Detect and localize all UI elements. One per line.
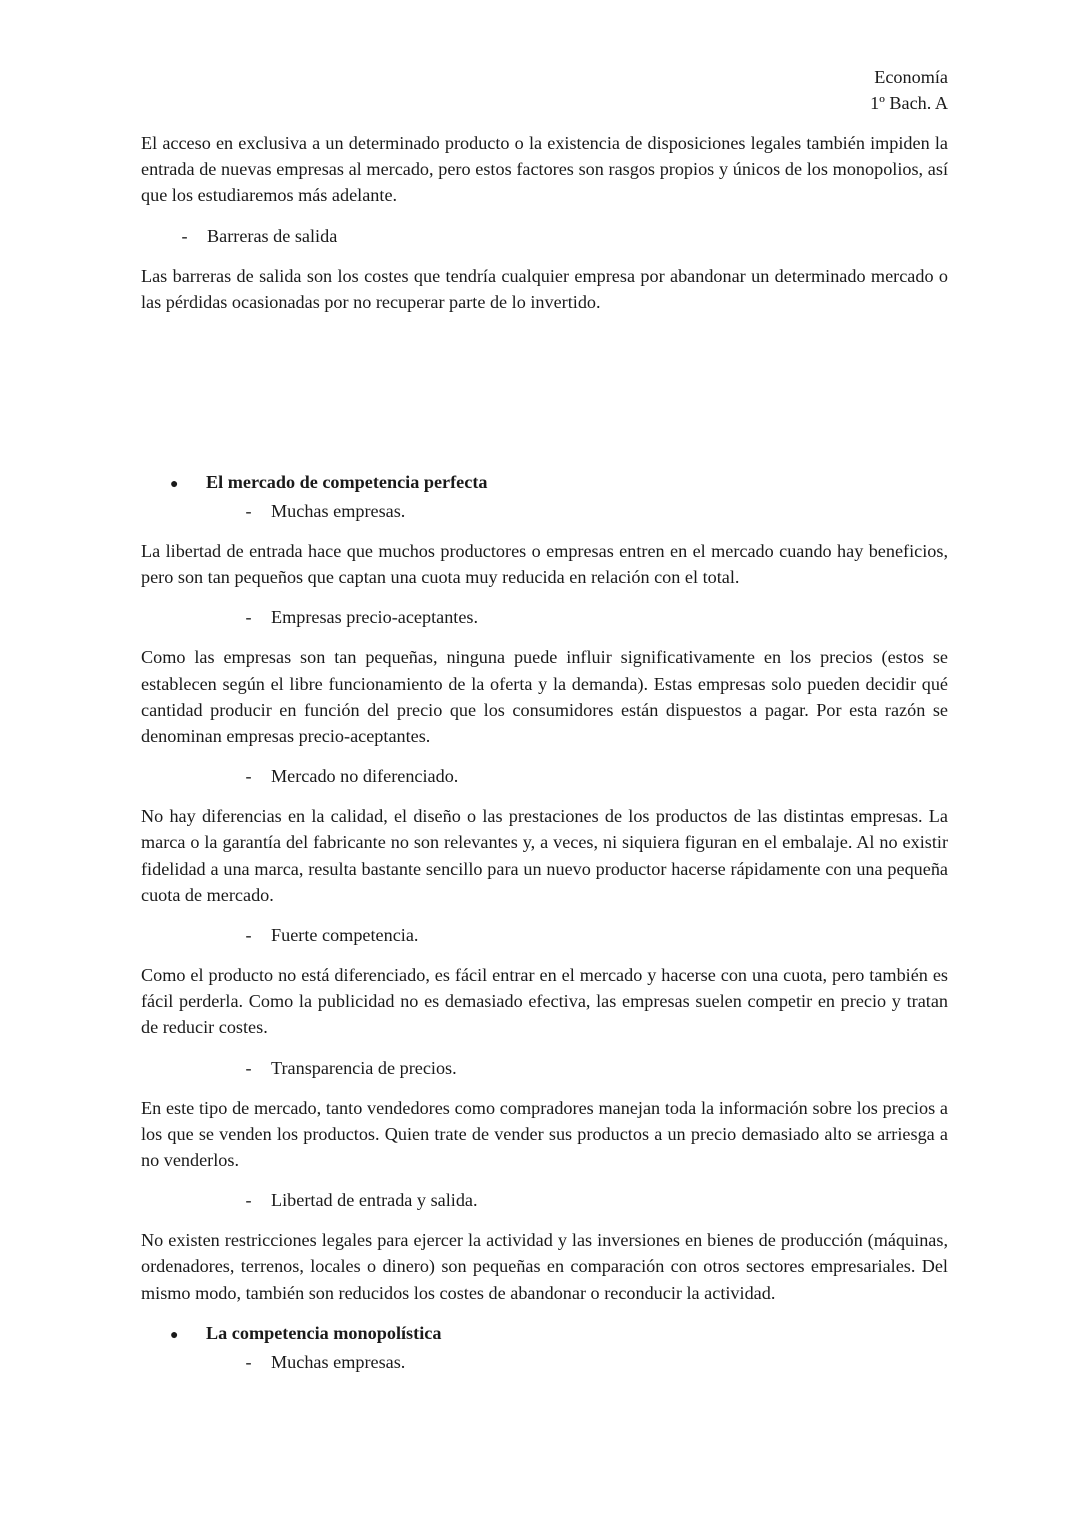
dash-marker: - (245, 501, 252, 522)
list-item-label: Muchas empresas. (271, 501, 406, 522)
dash-marker: - (245, 607, 252, 628)
list-item-label: Muchas empresas. (271, 1351, 406, 1372)
list-item-label: Mercado no diferenciado. (271, 766, 459, 787)
document-body (141, 130, 948, 1389)
bullet-marker: ● (170, 477, 179, 493)
section-heading-monopolistic-competition (141, 1320, 948, 1349)
section-heading-perfect-competition (141, 469, 948, 498)
list-item-strong-competition (141, 922, 948, 948)
paragraph-exclusive-access: El acceso en exclusiva a un determinado producto o la existencia de disposiciones legales también impiden la entrada de nuevas empresas al mercado, pero estos factores son rasgos propios y únicos de los monopolios, así que los estudiaremos más adelante. (141, 133, 948, 206)
paragraph-free-entry: La libertad de entrada hace que muchos productores o empresas entren en el mercado cuando hay beneficios, pero son tan pequeños que captan una cuota muy reducida en relación con el total. (141, 541, 948, 588)
blank-space (141, 329, 948, 469)
paragraph-strong-competition: Como el producto no está diferenciado, es fácil entrar en el mercado y hacerse con una cuota, pero también es fácil perderla. Como la publicidad no es demasiado efectiva, las empresas suelen competir en precio y tratan de reducir costes. (141, 965, 948, 1038)
dash-marker: - (245, 1057, 252, 1078)
paragraph-exit-barriers: Las barreras de salida son los costes que tendría cualquier empresa por abandonar un determinado mercado o las pérdidas ocasionadas por no recuperar parte de lo invertido. (141, 265, 948, 312)
paragraph-undifferentiated: No hay diferencias en la calidad, el diseño o las prestaciones de los productos de las distintas empresas. La marca o la garantía del fabricante no son relevantes y, a veces, ni siquiera figuran en el embalaje. Al no existir fidelidad a una marca, resulta bastante sencillo para un nuevo productor hacerse rápidamente con una pequeña cuota de mercado. (141, 806, 948, 905)
dash-marker: - (245, 766, 252, 787)
dash-marker: - (181, 225, 188, 246)
list-item-label: Fuerte competencia. (271, 925, 419, 946)
section-heading-label: El mercado de competencia perfecta (206, 472, 488, 493)
paragraph-price-transparency: En este tipo de mercado, tanto vendedores como compradores manejan toda la información sobre los precios a los que se venden los productos. Quien trate de vender sus productos a un precio demasiado alto se arriesga a no venderlos. (141, 1097, 948, 1171)
dash-marker: - (245, 1351, 252, 1372)
paragraph-price-takers: Como las empresas son tan pequeñas, ninguna puede influir significativamente en los precios (estos se establecen según el libre funcionamiento de la oferta y la demanda). Estas empresas solo pueden decidir qué cantidad producir en función del precio que los consumidores están dispuestos a pagar. Por esta razón se denominan empresas precio-aceptantes. (141, 647, 948, 747)
list-item-label: Libertad de entrada y salida. (271, 1190, 478, 1211)
header-subject: Economía (874, 67, 948, 87)
list-item-many-firms-2 (141, 1349, 948, 1375)
page-header (870, 64, 948, 116)
list-item-undifferentiated (141, 763, 948, 789)
list-item-label: Barreras de salida (207, 225, 338, 246)
bullet-marker: ● (170, 1327, 179, 1343)
list-item-price-takers (141, 604, 948, 630)
list-item-many-firms (141, 498, 948, 524)
list-item-label: Transparencia de precios. (271, 1057, 457, 1078)
dash-marker: - (245, 925, 252, 946)
section-heading-label: La competencia monopolística (206, 1322, 442, 1343)
list-item-entry-exit-freedom (141, 1187, 948, 1213)
paragraph-entry-exit-freedom: No existen restricciones legales para ejercer la actividad y las inversiones en bienes de producción (máquinas, ordenadores, terrenos, locales o dinero) son pequeñas en comparación con otros sectores empresariales. Del mismo modo, también son reducidos los costes de abandonar o reconducir la actividad. (141, 1230, 948, 1303)
list-item-price-transparency (141, 1055, 948, 1081)
list-item-label: Empresas precio-aceptantes. (271, 607, 479, 628)
dash-marker: - (245, 1190, 252, 1211)
header-course: 1º Bach. A (870, 93, 948, 113)
list-item-exit-barriers (141, 223, 948, 249)
